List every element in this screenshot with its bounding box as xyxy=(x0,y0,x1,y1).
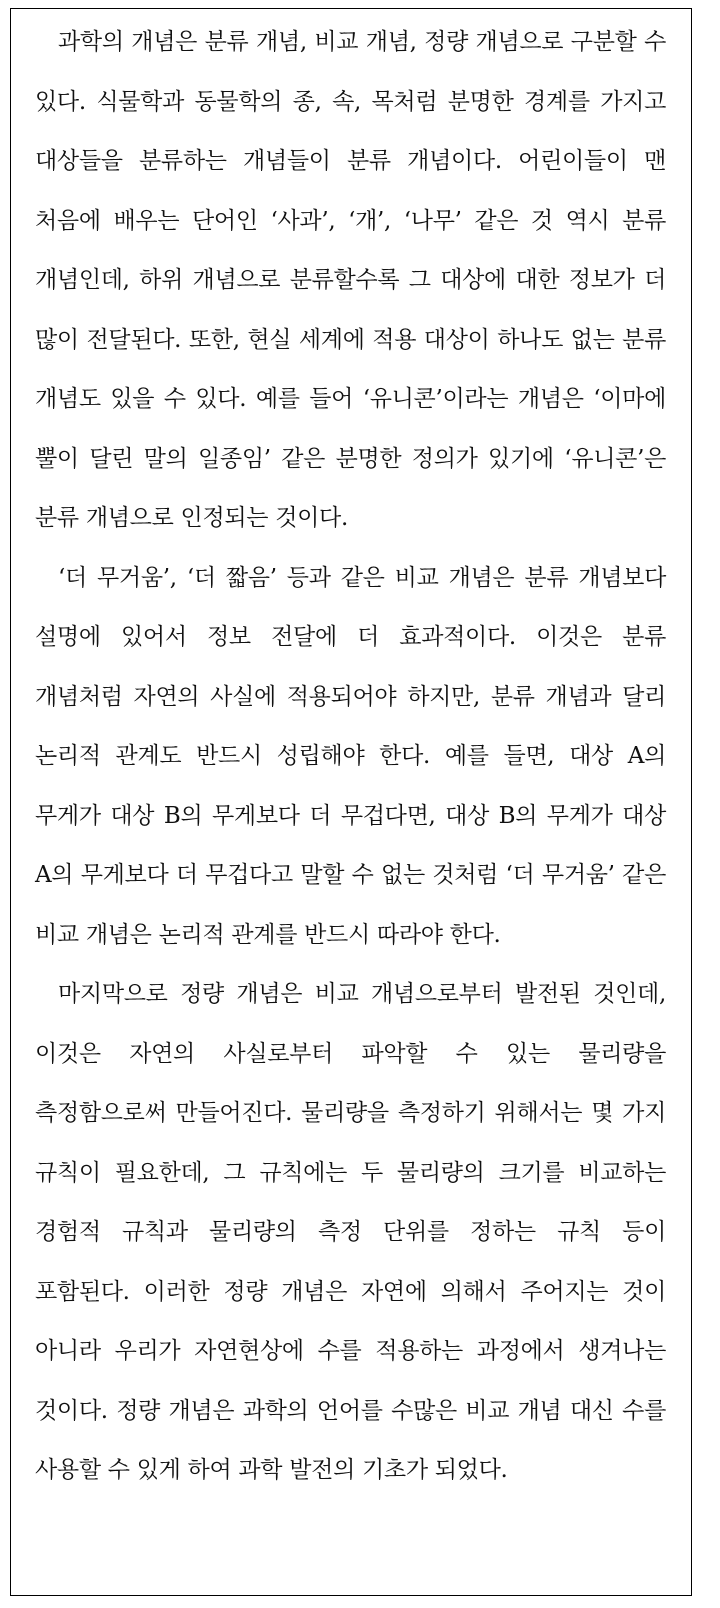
paragraph-quantitative-concept: 마지막으로 정량 개념은 비교 개념으로부터 발전된 것인데, 이것은 자연의 사실로부터 파악할 수 있는 물리량을 측정함으로써 만들어진다. 물리량을 측정하기 위해서는 몇 가지 규칙이 필요한데, 그 규칙에는 두 물리량의 크기를 비교하는 경험적 규칙과 물리량의 측정 단위를 정하는 규칙 등이 포함된다. 이러한 정량 개념은 자연에 의해서 주어지는 것이 아니라 우리가 자연현상에 수를 적용하는 과정에서 생겨나는 것이다. 정량 개념은 과학의 언어를 수많은 비교 개념 대신 수를 사용할 수 있게 하여 과학 발전의 기초가 되었다. xyxy=(35,981,666,1483)
paragraph-comparison-concept: ‘더 무거움’, ‘더 짧음’ 등과 같은 비교 개념은 분류 개념보다 설명에 있어서 정보 전달에 더 효과적이다. 이것은 분류 개념처럼 자연의 사실에 적용되어야 하지만, 분류 개념과 달리 논리적 관계도 반드시 성립해야 한다. 예를 들면, 대상 A의 무게가 대상 B의 무게보다 더 무겁다면, 대상 B의 무게가 대상 A의 무게보다 더 무겁다고 말할 수 없는 것처럼 ‘더 무거움’ 같은 비교 개념은 논리적 관계를 반드시 따라야 한다. xyxy=(35,564,666,948)
passage-box xyxy=(10,8,692,1596)
paragraph-classification-concept: 과학의 개념은 분류 개념, 비교 개념, 정량 개념으로 구분할 수 있다. 식물학과 동물학의 종, 속, 목처럼 분명한 경계를 가지고 대상들을 분류하는 개념들이 분류 개념이다. 어린이들이 맨 처음에 배우는 단어인 ‘사과’, ‘개’, ‘나무’ 같은 것 역시 분류 개념인데, 하위 개념으로 분류할수록 그 대상에 대한 정보가 더 많이 전달된다. 또한, 현실 세계에 적용 대상이 하나도 없는 분류 개념도 있을 수 있다. 예를 들어 ‘유니콘’이라는 개념은 ‘이마에 뿔이 달린 말의 일종임’ 같은 분명한 정의가 있기에 ‘유니콘’은 분류 개념으로 인정되는 것이다. xyxy=(35,29,666,531)
